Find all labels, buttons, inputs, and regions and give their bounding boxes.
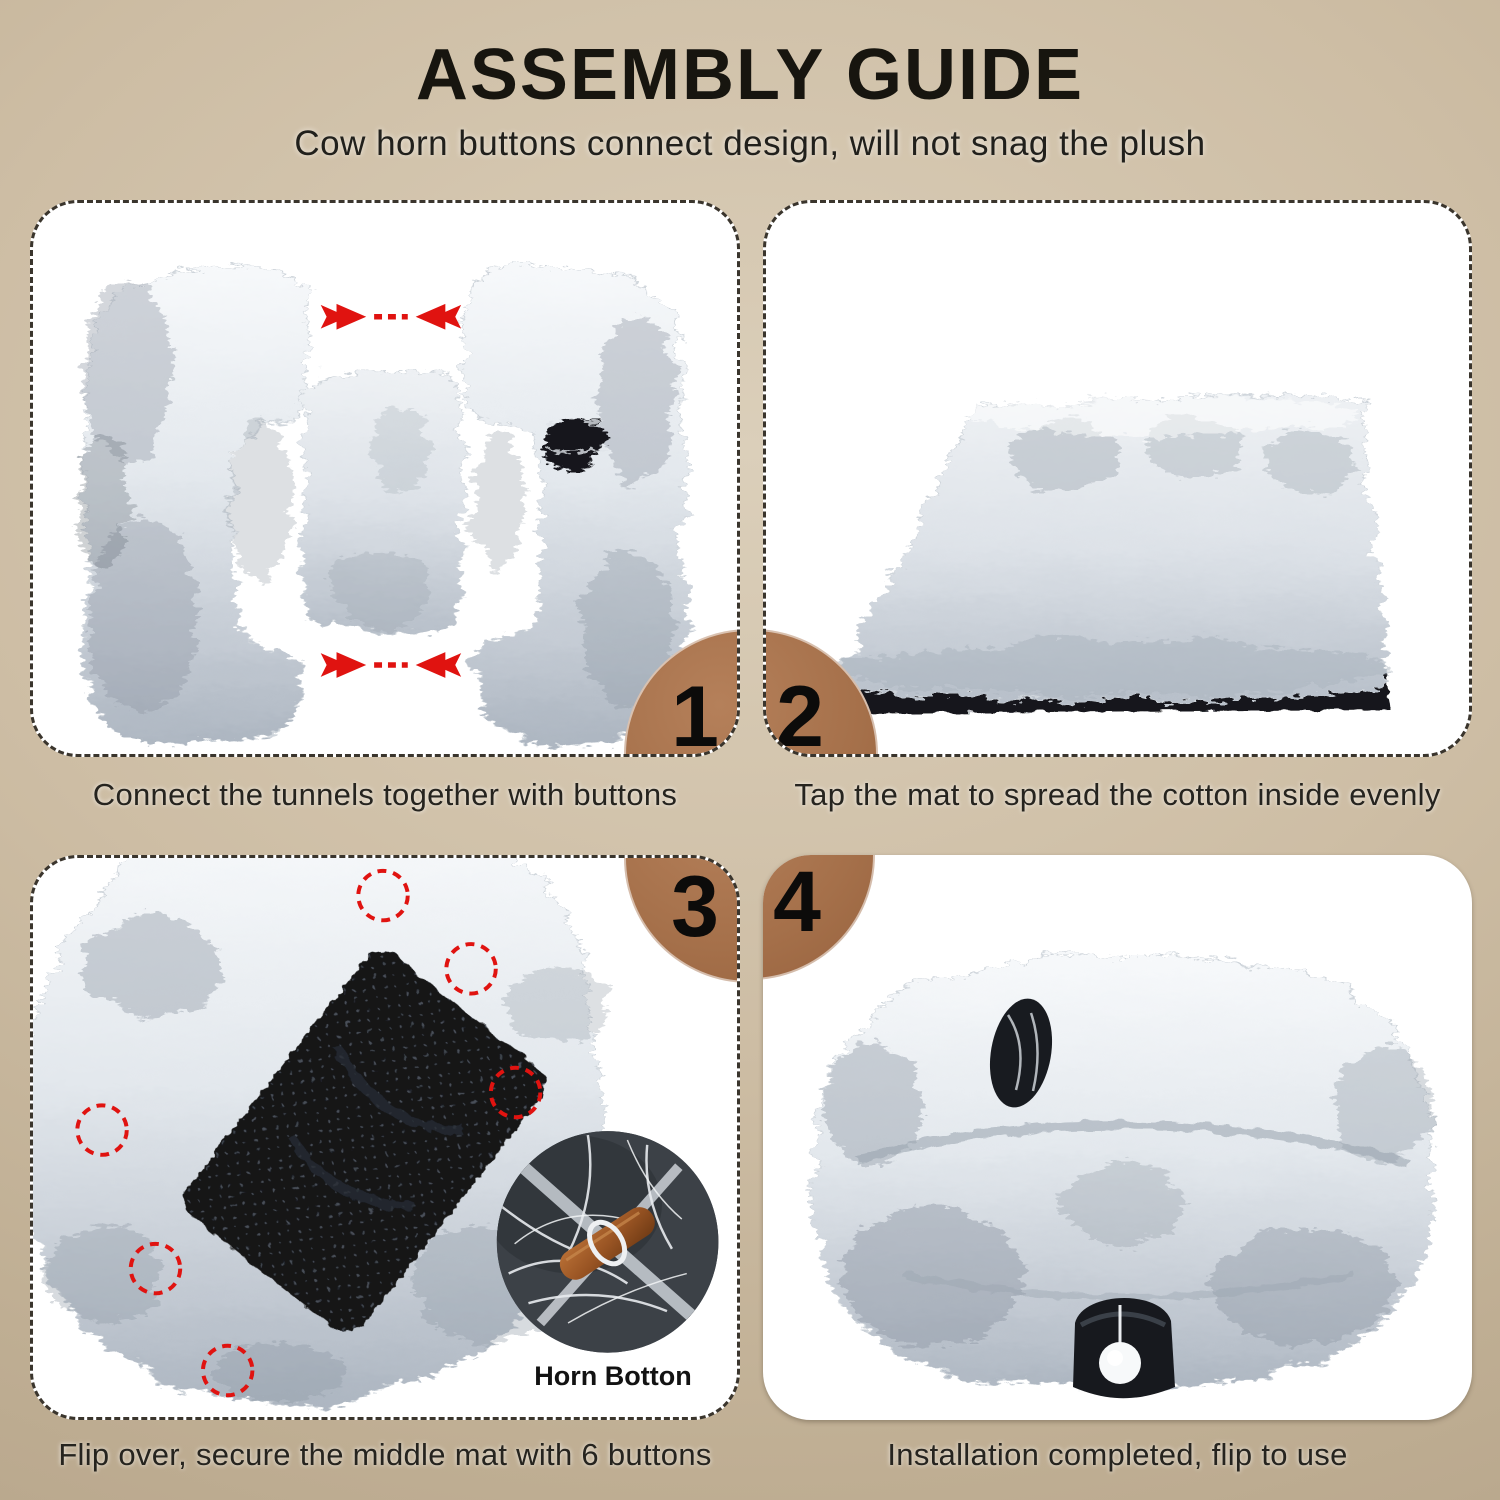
step-number-2: 2 <box>776 669 824 757</box>
page-title: ASSEMBLY GUIDE <box>415 35 1085 115</box>
step-caption-4: Installation completed, flip to use <box>887 1437 1348 1472</box>
step-caption-2: Tap the mat to spread the cotton inside evenly <box>794 777 1441 812</box>
step-caption-1: Connect the tunnels together with buttons <box>92 777 678 812</box>
step-panel-1 <box>30 200 740 757</box>
tunnel-pieces-illustration <box>33 203 737 754</box>
right-tunnel-piece <box>466 264 688 741</box>
step-number-4: 4 <box>773 855 821 950</box>
pom-pom-icon <box>1099 1342 1141 1384</box>
horn-button-label: Horn Botton <box>534 1361 692 1391</box>
step-panel-3 <box>30 855 740 1420</box>
tunnel-opening-front <box>1073 1298 1175 1398</box>
step-panel-2 <box>763 200 1472 757</box>
assembled-bed-illustration <box>763 855 1472 1420</box>
step-caption-3: Flip over, secure the middle mat with 6 buttons <box>58 1437 712 1472</box>
step-number-1: 1 <box>671 669 719 757</box>
flipped-bed-illustration <box>33 858 737 1417</box>
connect-arrows-bottom <box>321 652 461 678</box>
plush-mat <box>834 397 1390 701</box>
left-tunnel-piece <box>78 266 309 742</box>
middle-mat-piece <box>303 374 462 631</box>
mat-illustration <box>766 203 1469 754</box>
step-panel-4 <box>763 855 1472 1420</box>
step-number-3: 3 <box>671 859 719 955</box>
page-subtitle: Cow horn buttons connect design, will not snag the plush <box>294 124 1206 163</box>
connect-arrows-top <box>321 304 461 330</box>
